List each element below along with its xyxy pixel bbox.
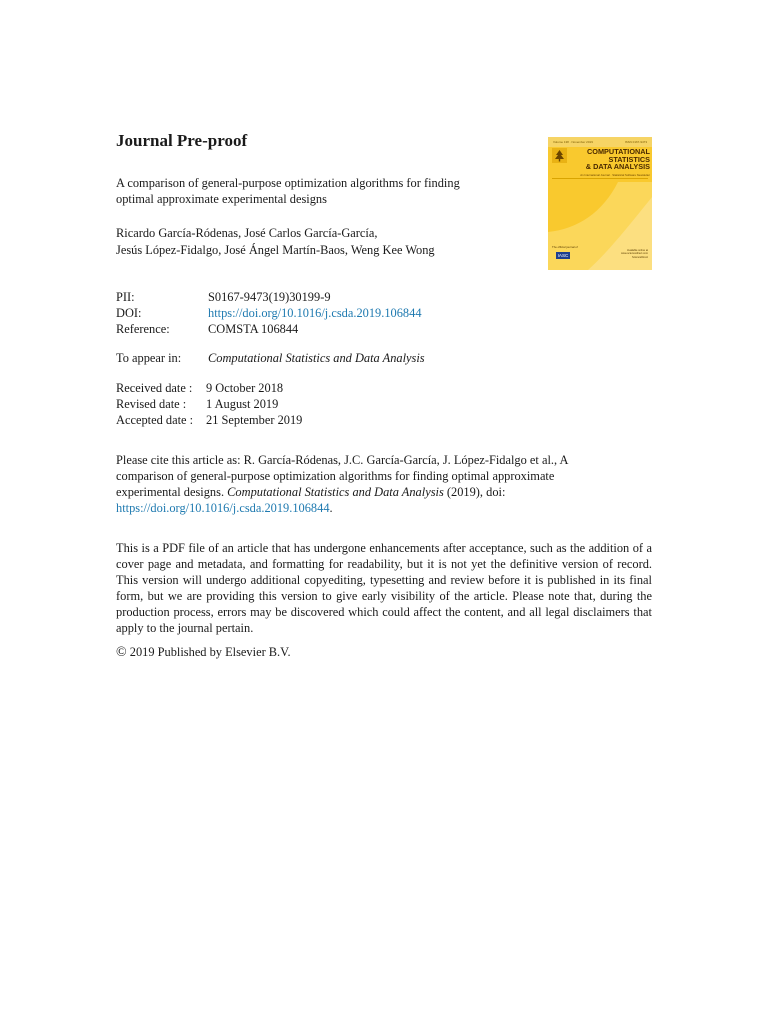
copyright-line xyxy=(116,645,652,661)
accepted-label: Accepted date : xyxy=(116,413,194,427)
copyright-icon: © xyxy=(116,645,127,660)
revised-value: 1 August 2019 xyxy=(206,397,279,411)
citation-end: . xyxy=(329,500,333,515)
appear-in-journal: Computational Statistics and Data Analysis xyxy=(208,351,425,365)
cover-divider xyxy=(552,178,648,179)
citation-paragraph xyxy=(116,453,616,517)
iasc-badge: IASC xyxy=(557,253,569,258)
article-title-line-2: optimal approximate experimental designs xyxy=(116,192,327,206)
dates-block xyxy=(116,380,302,428)
cover-title-line-3: & DATA ANALYSIS xyxy=(585,162,650,172)
pii-row xyxy=(116,289,422,305)
accepted-row xyxy=(116,412,302,428)
cover-available-online: Available online at www.sciencedirect.com xyxy=(621,249,648,256)
reference-label: Reference: xyxy=(116,322,170,336)
authors-line-2: Jesús López-Fidalgo, José Ángel Martín-Baos, Weng Kee Wong xyxy=(116,243,435,257)
doi-row xyxy=(116,305,422,321)
cover-title-line-2: STATISTICS xyxy=(608,154,650,164)
revised-label: Revised date : xyxy=(116,397,187,411)
journal-cover-image xyxy=(548,137,652,270)
reference-row xyxy=(116,321,422,337)
citation-journal: Computational Statistics and Data Analysis xyxy=(227,484,444,499)
identifier-block xyxy=(116,289,422,337)
pii-value: S0167-9473(19)30199-9 xyxy=(208,290,331,304)
cover-title-line-1: COMPUTATIONAL xyxy=(587,147,650,156)
citation-doi-link[interactable]: https://doi.org/10.1016/j.csda.2019.106844 xyxy=(116,500,330,515)
accepted-value: 21 September 2019 xyxy=(206,413,303,427)
received-value: 9 October 2018 xyxy=(206,381,284,395)
citation-year-doi: (2019), doi: xyxy=(446,484,506,499)
cover-sciencedirect-label: ScienceDirect xyxy=(631,255,648,259)
author-list xyxy=(116,225,516,259)
doi-label: DOI: xyxy=(116,306,142,320)
pdf-notice-paragraph: This is a PDF file of an article that has undergone enhancements after acceptance, such as the addition of a cover page and metadata, and formatting for readability, but it is not yet the definitive version of record. This version will undergo additional copyediting, typesetting and review before it is published in its final form, but we are providing this version to give early visibility of the article. Please note that, during the production process, errors may be discovered which could affect the content, and all legal disclaimers that apply to the journal pertain. xyxy=(116,541,652,635)
doi-link[interactable]: https://doi.org/10.1016/j.csda.2019.106844 xyxy=(208,306,422,320)
elsevier-tree-icon xyxy=(552,148,567,163)
copyright-text: 2019 Published by Elsevier B.V. xyxy=(129,645,291,659)
cover-journal-title xyxy=(570,148,650,171)
citation-text: Please cite this article as: R. García-Ródenas, J.C. García-García, J. López-Fidalgo et al., A comparison of general-purpose optimization algorithms for finding optimal approximate experimental designs. xyxy=(116,453,568,499)
cover-issn-text: ISSN 0167-9473 xyxy=(624,140,647,144)
authors-line-1: Ricardo García-Ródenas, José Carlos García-García, xyxy=(116,226,378,240)
pii-label: PII: xyxy=(116,290,135,304)
cover-subtitle: An International Journal · Statistical Software Newsletter xyxy=(580,173,650,177)
appear-in-row xyxy=(116,350,425,366)
appear-in-label: To appear in: xyxy=(116,351,182,365)
received-row xyxy=(116,380,302,396)
cover-society-text: The official journal of xyxy=(552,245,578,249)
cover-sciencedirect-text xyxy=(602,249,648,259)
cover-volume-text: Volume 138 · November 2019 xyxy=(553,140,593,144)
received-label: Received date : xyxy=(116,381,193,395)
cover-footer xyxy=(552,245,648,265)
reference-value: COMSTA 106844 xyxy=(208,322,299,336)
revised-row xyxy=(116,396,302,412)
article-title-line-1: A comparison of general-purpose optimization algorithms for finding xyxy=(116,176,460,190)
article-title xyxy=(116,175,516,207)
journal-pre-proof-heading: Journal Pre-proof xyxy=(116,131,248,150)
